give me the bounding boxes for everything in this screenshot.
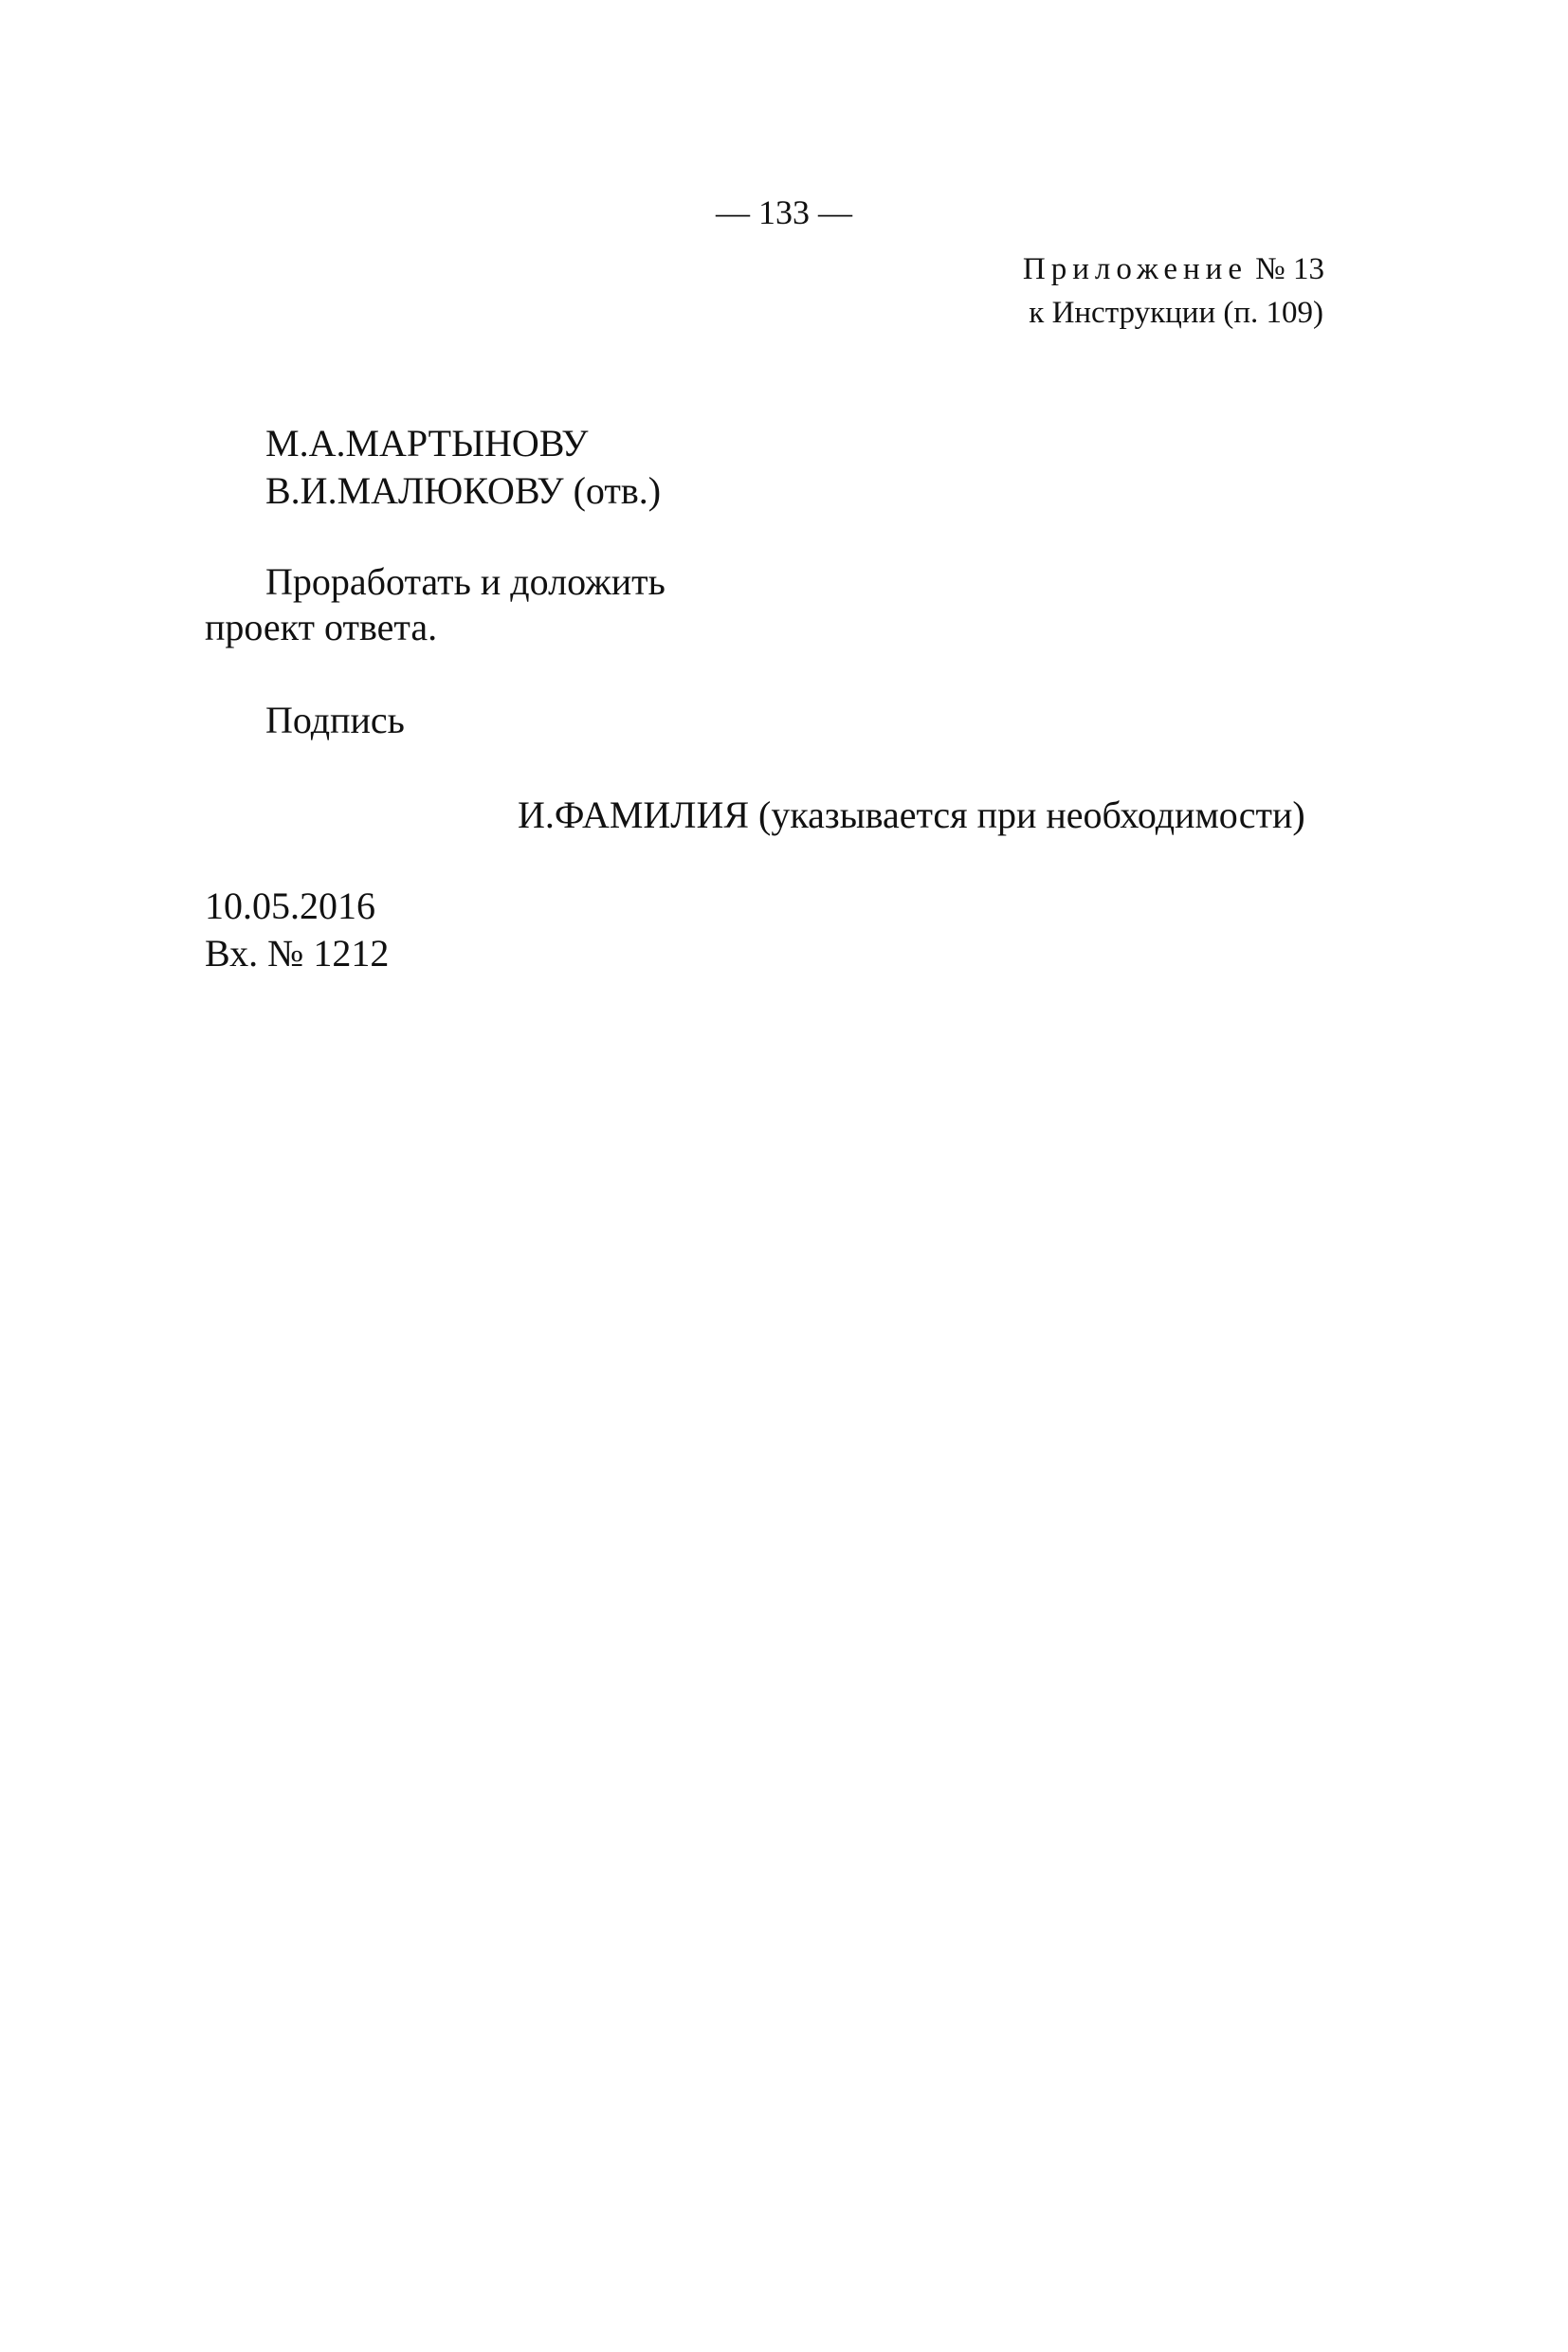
appendix-reference: к Инструкции (п. 109) — [1029, 296, 1323, 330]
signer-note: (указывается при необходимости) — [758, 793, 1305, 836]
resolution-line-1: Проработать и доложить — [265, 560, 665, 603]
addressee-2: В.И.МАЛЮКОВУ (отв.) — [265, 469, 662, 512]
signer-name: И.ФАМИЛИЯ — [518, 793, 750, 836]
signature-placeholder: Подпись — [265, 699, 405, 741]
page-number: — 133 — — [716, 193, 852, 231]
appendix-number: № 13 — [1255, 252, 1324, 286]
resolution-line-2: проект ответа. — [205, 606, 438, 648]
addressee-1: М.А.МАРТЫНОВУ — [265, 422, 589, 465]
appendix-label: Приложение — [1022, 252, 1248, 286]
signer-line — [518, 793, 1305, 836]
incoming-number: Вх. № 1212 — [205, 932, 390, 975]
resolution-date: 10.05.2016 — [205, 884, 375, 927]
appendix-heading — [1023, 254, 1324, 285]
